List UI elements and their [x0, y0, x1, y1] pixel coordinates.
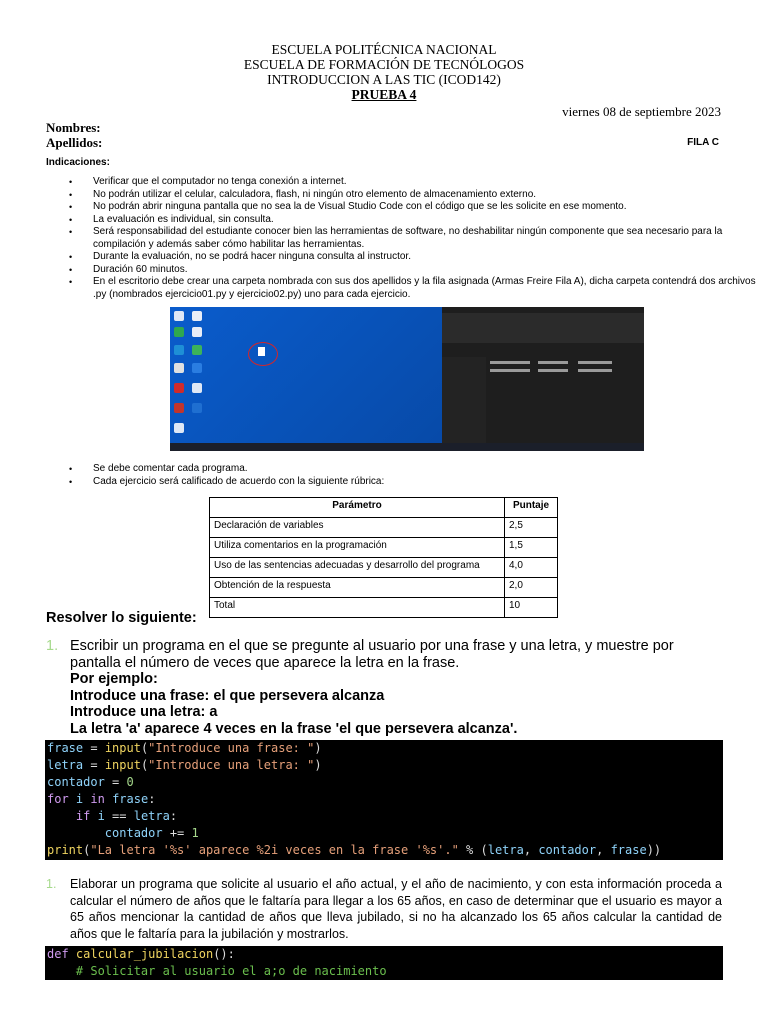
code-token: for: [47, 792, 69, 806]
desktop-shortcut-icon: [192, 403, 202, 413]
table-header-row: [210, 498, 558, 518]
code-token: contador: [104, 826, 163, 840]
example-value: el que persevera alcanza: [213, 687, 385, 704]
column-header: Parámetro: [210, 498, 505, 518]
header-line-4: PRUEBA 4: [351, 87, 417, 102]
code-token: letra: [133, 809, 170, 823]
nombres-label: Nombres:: [46, 120, 101, 135]
question-number: 1.: [46, 877, 57, 891]
code-token: if: [75, 809, 91, 823]
example-line: [70, 704, 722, 721]
desktop-shortcut-icon: [174, 327, 184, 337]
desktop-shortcut-icon: [174, 423, 184, 433]
rule-item: • No podrán utilizar el celular, calculadora, flash, ni ningún otro elemento de almacenamiento externo.: [93, 189, 768, 202]
rubric-table: [209, 497, 558, 618]
code-line: contador = 0: [47, 775, 134, 789]
code-token: in: [90, 792, 105, 806]
fila-label: FILA C: [687, 137, 719, 148]
file-explorer-window: [442, 307, 644, 443]
code-line: frase = input("Introduce una frase: "): [47, 741, 322, 755]
file-row: [490, 369, 530, 372]
question-statement: Elaborar un programa que solicite al usuario el año actual, y el año de nacimiento, y con esta información proceda a calcular el número de años que le faltaría para llegar a los 65 años, en caso de determinar que el usuario es mayor a 65 años mencionar la cantidad de años que lleva jubilado, si no ha alcanzado los 65 años calcular la cantidad de años que le faltaría para la jubilación y mostrarlos.: [70, 877, 722, 941]
table-cell: Declaración de variables: [210, 518, 505, 538]
code-line: if i == letra:: [75, 809, 178, 823]
code-line: def calcular_jubilacion():: [47, 947, 235, 961]
code-line: letra = input("Introduce una letra: "): [47, 758, 322, 772]
code-line: contador += 1: [104, 826, 199, 840]
desktop-shortcut-icon: [192, 327, 202, 337]
table-cell: 2,0: [505, 578, 558, 598]
table-cell: 1,5: [505, 538, 558, 558]
table-cell: 4,0: [505, 558, 558, 578]
exam-date: viernes 08 de septiembre 2023: [562, 104, 721, 119]
document-header: [0, 42, 768, 102]
rule-item: • Durante la evaluación, no se podrá hacer ninguna consulta al instructor.: [93, 251, 768, 264]
code-token: contador: [47, 775, 105, 789]
rules-list: [46, 176, 768, 301]
code-token: i: [97, 809, 105, 823]
example-line: La letra 'a' aparece 4 veces en la frase 'el que persevera alcanza'.: [70, 720, 518, 737]
code-token: print: [47, 843, 84, 857]
table-row: [210, 558, 558, 578]
taskbar: [170, 443, 644, 451]
code-token: "La letra '%s' aparece %2i veces en la frase '%s'.": [90, 843, 459, 857]
table-cell: 2,5: [505, 518, 558, 538]
table-row: [210, 578, 558, 598]
file-row: [490, 361, 530, 364]
code-token: i: [75, 792, 84, 806]
code-token: 1: [191, 826, 199, 840]
code-token: "Introduce una frase: ": [148, 741, 315, 755]
file-row: [578, 361, 612, 364]
indicaciones-label: Indicaciones:: [46, 157, 110, 168]
rule-item: • No podrán abrir ninguna pantalla que no sea la de Visual Studio Code con el código que se les solicite en ese momento.: [93, 201, 768, 214]
question-text: [70, 638, 722, 737]
section-title: Resolver lo siguiente:: [46, 610, 197, 626]
table-cell: Total: [210, 598, 505, 618]
desktop-shortcut-icon: [174, 311, 184, 321]
code-token: frase: [610, 843, 647, 857]
example-prompt: Introduce una letra:: [70, 704, 210, 720]
file-row: [538, 361, 568, 364]
file-row: [578, 369, 612, 372]
rule-item: • Verificar que el computador no tenga conexión a internet.: [93, 176, 768, 189]
rule-item: • Duración 60 minutos.: [93, 264, 768, 277]
desktop-area: [170, 307, 442, 443]
example-label: Por ejemplo:: [70, 671, 158, 687]
desktop-shortcut-icon: [174, 345, 184, 355]
column-header: Puntaje: [505, 498, 558, 518]
code-token: input: [104, 758, 141, 772]
rule-item: • Se debe comentar cada programa.: [93, 463, 768, 476]
table-cell: 10: [505, 598, 558, 618]
code-token: letra: [487, 843, 524, 857]
code-token: def: [47, 947, 69, 961]
table-row: [210, 538, 558, 558]
desktop-shortcut-icon: [174, 383, 184, 393]
desktop-shortcut-icon: [174, 403, 184, 413]
example-prompt: Introduce una frase:: [70, 687, 214, 704]
code-block-1: [45, 740, 723, 860]
header-line-1: ESCUELA POLITÉCNICA NACIONAL: [271, 42, 497, 57]
desktop-shortcut-icon: [192, 383, 202, 393]
file-row: [538, 369, 568, 372]
explorer-ribbon: [442, 313, 644, 343]
code-token: input: [104, 741, 141, 755]
code-line: print("La letra '%s' aparece %2i veces en la frase '%s'." % (letra, contador, frase)): [47, 843, 662, 857]
table-row: [210, 598, 558, 618]
code-token: # Solicitar al usuario el a;o de nacimiento: [75, 964, 387, 978]
table-cell: Utiliza comentarios en la programación: [210, 538, 505, 558]
example-line: [70, 688, 722, 705]
desktop-shortcut-icon: [192, 363, 202, 373]
code-block-2: [45, 946, 723, 980]
question-number: 1.: [46, 638, 59, 654]
explorer-nav-pane: [442, 357, 486, 443]
example-value: a: [209, 704, 218, 720]
table-cell: Obtención de la respuesta: [210, 578, 505, 598]
header-line-3: INTRODUCCION A LAS TIC (ICOD142): [267, 72, 501, 87]
desktop-shortcut-icon: [174, 363, 184, 373]
code-token: letra: [47, 758, 84, 772]
code-token: calcular_jubilacion: [75, 947, 214, 961]
rule-item: • En el escritorio debe crear una carpeta nombrada con sus dos apellidos y la fila asignada (Armas Freire Fila A), dicha carpeta contendrá dos archivos .py (nombrados ejercicio01.py y ejercicio02.py) uno para cada ejercicio.: [93, 276, 768, 301]
desktop-shortcut-icon: [192, 345, 202, 355]
code-token: 0: [126, 775, 134, 789]
code-token: "Introduce una letra: ": [148, 758, 315, 772]
table-cell: Uso de las sentencias adecuadas y desarrollo del programa: [210, 558, 505, 578]
rule-item: • Será responsabilidad del estudiante conocer bien las herramientas de software, no deshabilitar ningún componente que sea necesario para la compilación y además saber cómo habilitar las herramientas.: [93, 226, 768, 251]
code-token: frase: [112, 792, 149, 806]
question-statement: Escribir un programa en el que se pregunte al usuario por una frase y una letra, y muestre por pantalla el número de veces que aparece la letra en la frase.: [70, 638, 674, 671]
code-token: frase: [47, 741, 84, 755]
apellidos-label: Apellidos:: [46, 135, 103, 150]
header-line-2: ESCUELA DE FORMACIÓN DE TECNÓLOGOS: [243, 57, 525, 72]
desktop-screenshot-image: [170, 307, 644, 451]
rule-item: • Cada ejercicio será calificado de acuerdo con la siguiente rúbrica:: [93, 476, 768, 489]
desktop-shortcut-icon: [192, 311, 202, 321]
table-row: [210, 518, 558, 538]
code-token: contador: [538, 843, 597, 857]
code-line: [47, 963, 723, 980]
code-line: for i in frase:: [47, 792, 156, 806]
highlight-circle: [248, 342, 278, 366]
rules-list-2: [46, 463, 768, 488]
rule-item: • La evaluación es individual, sin consulta.: [93, 214, 768, 227]
